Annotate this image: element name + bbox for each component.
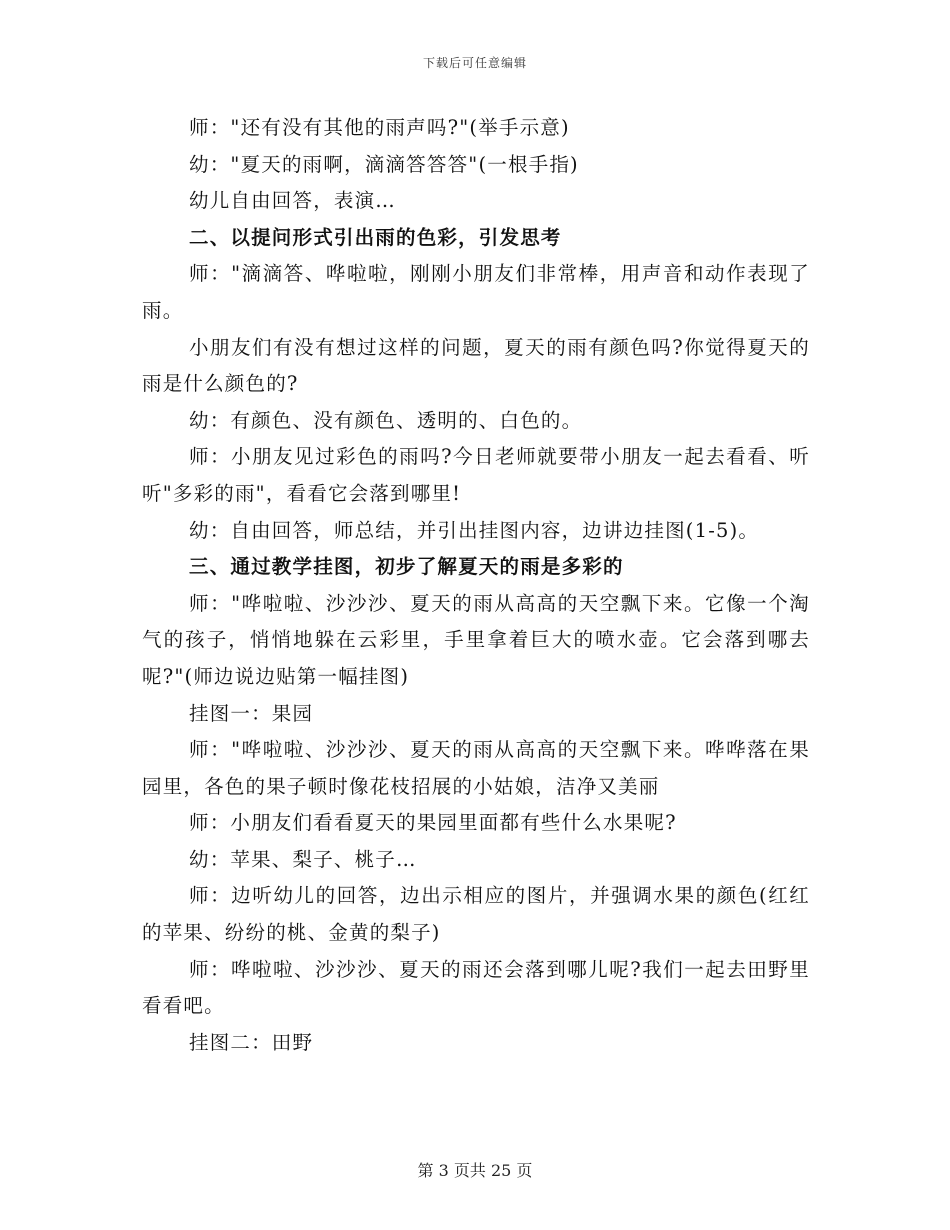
paragraph: 师：哗啦啦、沙沙沙、夏天的雨还会落到哪儿呢?我们一起去田野里看看吧。 (142, 957, 810, 1018)
paragraph: 师：小朋友们看看夏天的果园里面都有些什么水果呢? (189, 811, 677, 835)
paragraph: 师："还有没有其他的雨声吗?"(举手示意) (189, 116, 570, 139)
page-number: 第 3 页共 25 页 (417, 1161, 533, 1180)
paragraph: 师："滴滴答、哗啦啦，刚刚小朋友们非常棒，用声音和动作表现了雨。 (142, 262, 810, 322)
paragraph: 挂图二：田野 (189, 1030, 314, 1054)
paragraph: 小朋友们有没有想过这样的问题，夏天的雨有颜色吗?你觉得夏天的雨是什么颜色的? (142, 335, 810, 396)
paragraph: 师：小朋友见过彩色的雨吗?今日老师就要带小朋友一起去看看、听听"多彩的雨"，看看它会落到哪里! (142, 445, 810, 505)
document-body (142, 110, 810, 1061)
paragraph: 幼："夏天的雨啊，滴滴答答答"(一根手指) (189, 152, 579, 176)
paragraph: 师：边听幼儿的回答，边出示相应的图片，并强调水果的颜色(红红的苹果、纷纷的桃、金黄的梨子) (142, 884, 810, 945)
paragraph: 幼儿自由回答，表演… (189, 189, 397, 213)
paragraph: 师："哗啦啦、沙沙沙、夏天的雨从高高的天空飘下来。哗哗落在果园里，各色的果子顿时像花枝招展的小姑娘，洁净又美丽 (142, 738, 810, 798)
section-heading: 二、以提问形式引出雨的色彩，引发思考 (189, 225, 562, 249)
page-header: 下载后可任意编辑 (422, 56, 527, 70)
paragraph: 幼：苹果、梨子、桃子… (189, 847, 417, 871)
paragraph: 幼：自由回答，师总结，并引出挂图内容，边讲边挂图(1-5)。 (189, 518, 760, 542)
paragraph: 挂图一：果园 (189, 701, 314, 725)
paragraph: 幼：有颜色、没有颜色、透明的、白色的。 (189, 408, 583, 432)
section-heading: 三、通过教学挂图，初步了解夏天的雨是多彩的 (189, 555, 624, 579)
paragraph: 师："哗啦啦、沙沙沙、夏天的雨从高高的天空飘下来。它像一个淘气的孩子，悄悄地躲在云彩里，手里拿着巨大的喷水壶。它会落到哪去呢?"(师边说边贴第一幅挂图) (142, 591, 810, 688)
